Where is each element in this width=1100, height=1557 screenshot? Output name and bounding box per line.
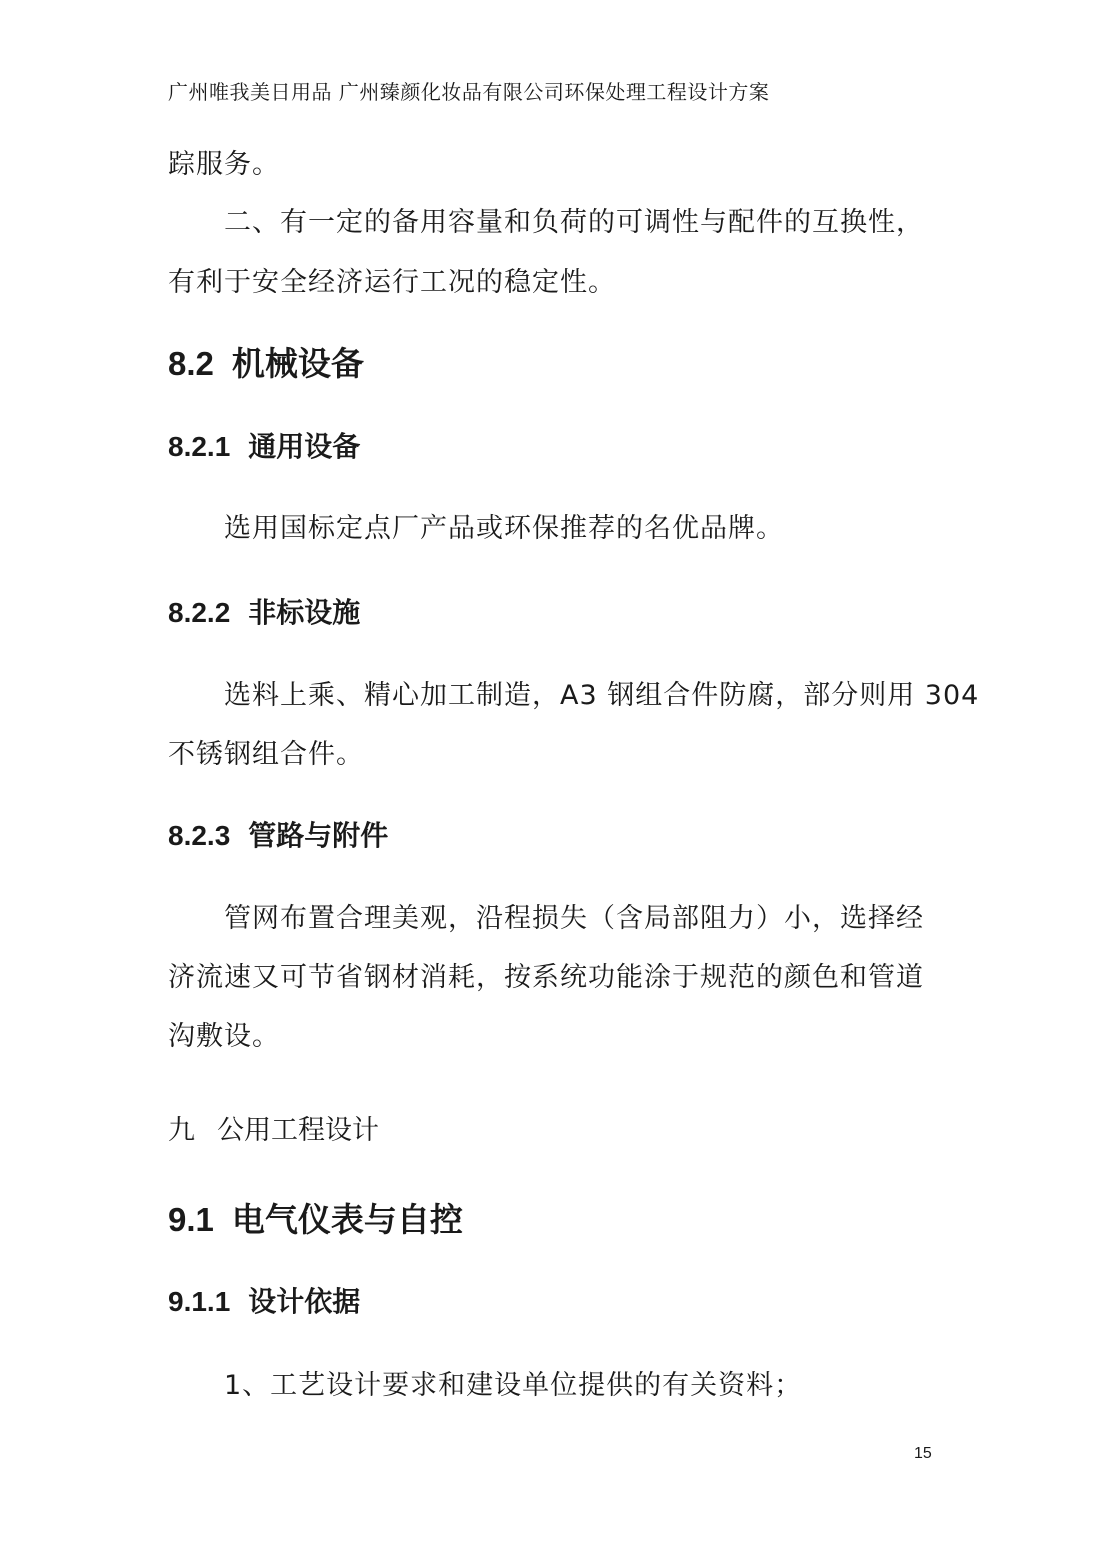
heading-9-1-1 [168,1283,360,1321]
paragraph-piping-line-2: 济流速又可节省钢材消耗，按系统功能涂于规范的颜色和管道 [168,962,924,993]
page-number: 15 [914,1445,932,1462]
heading-title: 电气仪表与自控 [231,1200,463,1239]
heading-title: 机械设备 [231,344,364,383]
heading-title: 公用工程设计 [217,1115,379,1146]
heading-title: 非标设施 [248,596,361,629]
heading-9-1 [168,1198,463,1242]
heading-8-2-3 [168,817,388,855]
page-header: 广州唯我美日用品 广州臻颜化妆品有限公司环保处理工程设计方案 [168,80,770,104]
list-item-2-line-2: 有利于安全经济运行工况的稳定性。 [168,267,616,298]
heading-8-2-2 [168,594,360,632]
heading-title: 设计依据 [248,1285,361,1318]
paragraph-nonstandard-line-2: 不锈钢组合件。 [168,739,364,770]
heading-8-2 [168,342,364,386]
paragraph-continuation: 踪服务。 [168,149,280,180]
list-item-1: 1、工艺设计要求和建设单位提供的有关资料； [224,1370,803,1401]
heading-number: 8.2 [168,345,214,382]
heading-number: 9.1.1 [168,1286,231,1317]
paragraph-piping-line-1: 管网布置合理美观，沿程损失（含局部阻力）小，选择经 [224,903,924,934]
heading-title: 管路与附件 [248,819,389,852]
heading-title: 通用设备 [248,430,361,463]
heading-number: 8.2.3 [168,820,231,851]
paragraph-piping-line-3: 沟敷设。 [168,1021,280,1052]
heading-8-2-1 [168,428,360,466]
list-item-2-line-1: 二、有一定的备用容量和负荷的可调性与配件的互换性， [224,207,924,238]
heading-number: 九 [168,1115,195,1145]
paragraph-nonstandard-line-1: 选料上乘、精心加工制造，A3 钢组合件防腐，部分则用 304 [224,680,980,711]
paragraph-general-equipment: 选用国标定点厂产品或环保推荐的名优品牌。 [224,513,784,544]
heading-number: 8.2.1 [168,431,231,462]
heading-number: 9.1 [168,1201,214,1238]
heading-chapter-9 [168,1111,379,1150]
heading-number: 8.2.2 [168,597,231,628]
